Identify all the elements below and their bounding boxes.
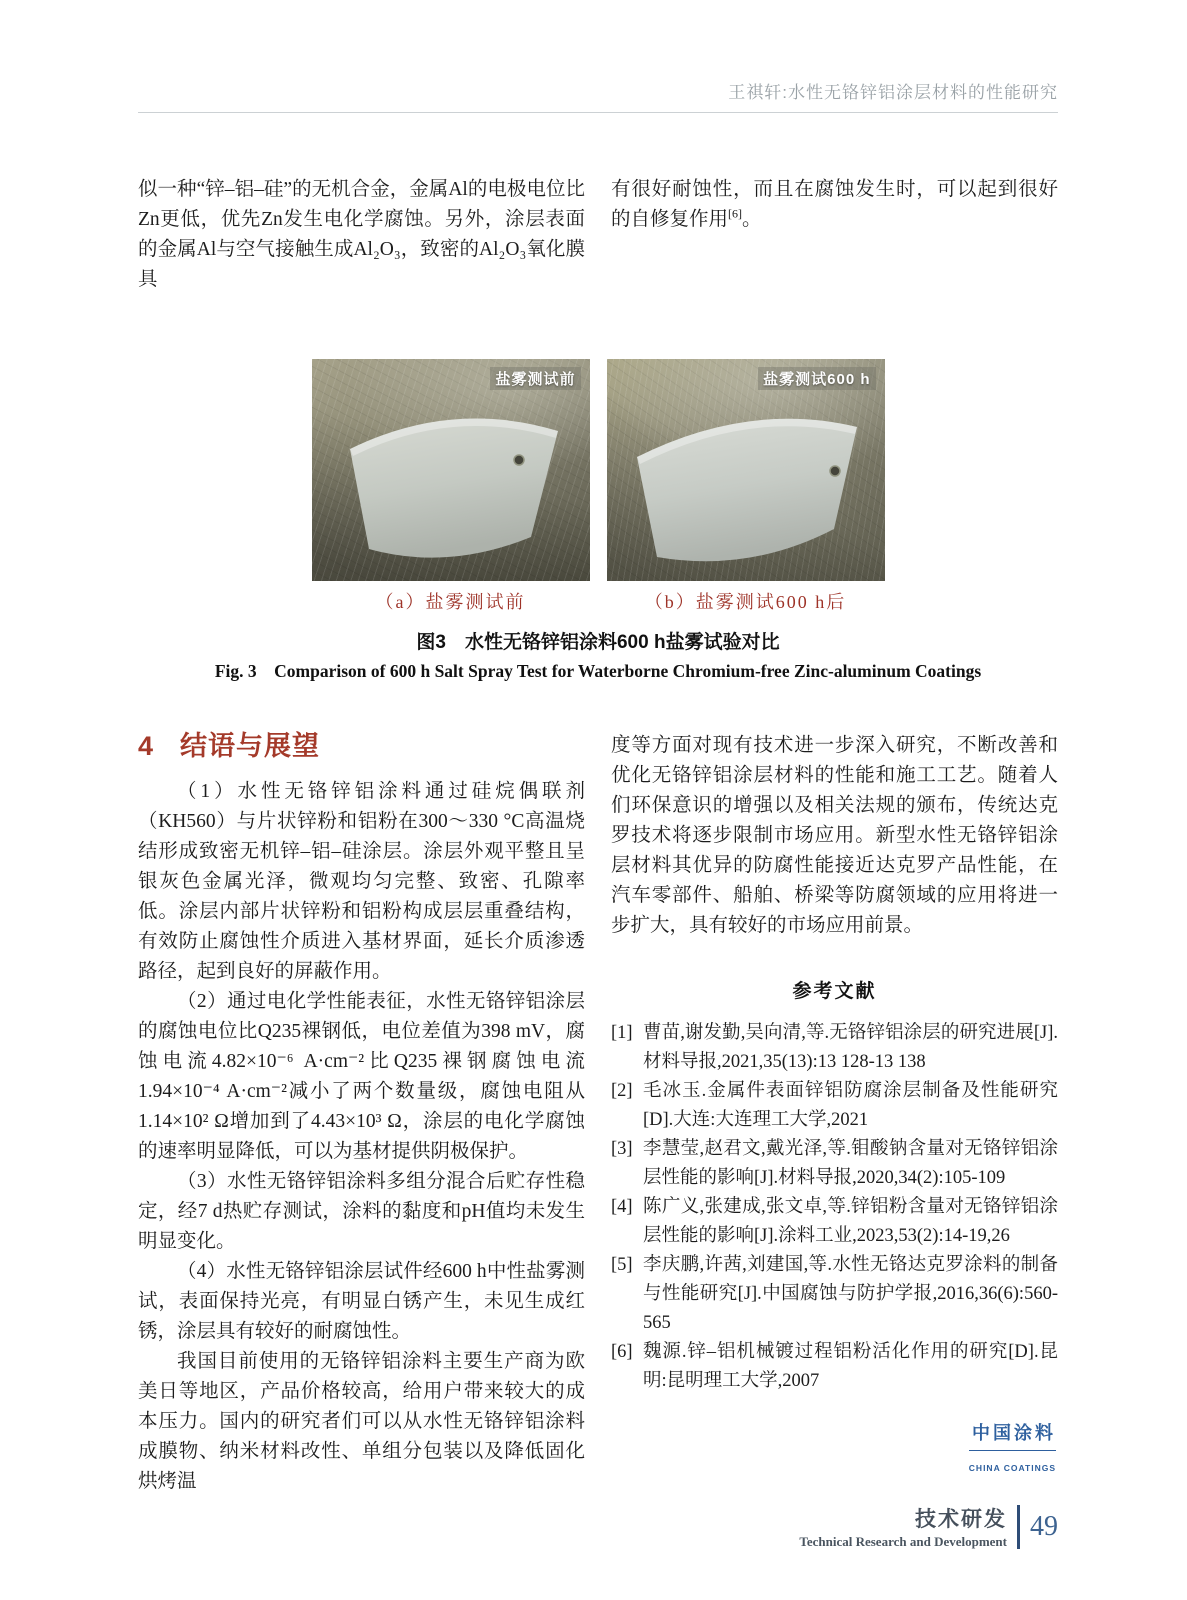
references-heading: 参考文献: [792, 981, 877, 1002]
conclusion-paragraph-2: （2）通过电化学性能表征，水性无铬锌铝涂层的腐蚀电位比Q235裸钢低，电位差值为398 mV，腐蚀电流4.82×10⁻⁶ A·cm⁻²比Q235裸钢腐蚀电流1.94×10⁻⁴ A·cm⁻²减小了两个数量级，腐蚀电阻从1.14×10² Ω增加到了4.43×10³ Ω，涂层的电化学腐蚀的速率明显降低，可以为基材提供阴极保护。: [138, 991, 585, 1162]
page-footer: [799, 1503, 1058, 1550]
figure-title-chinese: 图3 水性无铬锌铝涂料600 h盐雾试验对比: [416, 632, 780, 653]
citation-superscript: [6]: [728, 206, 743, 221]
intro-section: [138, 175, 1058, 295]
reference-number: [5]: [611, 1255, 633, 1275]
conclusion-left-column: [138, 731, 585, 1497]
section-title: 结语与展望: [180, 731, 321, 761]
intro-left-paragraph: 似一种“锌–铝–硅”的无机合金，金属Al的电极电位比Zn更低，优先Zn发生电化学腐蚀。另外，涂层表面的金属Al与空气接触生成Al₂O₃，致密的Al₂O₃氧化膜具: [138, 179, 585, 290]
footer-label-chinese: 技术研发: [915, 1508, 1007, 1531]
running-title: 王祺轩:水性无铬锌铝涂层材料的性能研究: [728, 83, 1058, 102]
conclusion-paragraph-5: 我国目前使用的无铬锌铝涂料主要生产商为欧美日等地区，产品价格较高，给用户带来较大的成本压力。国内的研究者们可以从水性无铬锌铝涂料成膜物、纳米材料改性、单组分包装以及降低固化烘烤温: [138, 1351, 585, 1492]
reference-text: 李庆鹏,许茜,刘建国,等.水性无铬达克罗涂料的制备与性能研究[J].中国腐蚀与防护学报,2016,36(6):560-565: [643, 1255, 1058, 1333]
section-heading: [138, 731, 585, 761]
coated-sample-shape-b: [607, 359, 885, 581]
photo-caption-b: （b）盐雾测试600 h后: [644, 592, 847, 612]
conclusion-section: [138, 731, 1058, 1497]
footer-divider: [1017, 1505, 1020, 1549]
reference-text: 曹苗,谢发勤,吴向清,等.无铬锌铝涂层的研究进展[J].材料导报,2021,35(13):13 128-13 138: [643, 1023, 1058, 1072]
reference-item: [611, 1019, 1058, 1077]
reference-number: [6]: [611, 1342, 633, 1362]
reference-item: [611, 1338, 1058, 1396]
china-coatings-logo: [611, 1418, 1058, 1483]
reference-text: 李慧莹,赵君文,戴光泽,等.钼酸钠含量对无铬锌铝涂层性能的影响[J].材料导报,2020,34(2):105-109: [643, 1139, 1058, 1188]
logo-english-text: CHINA COATINGS: [969, 1450, 1056, 1483]
footer-section-label: [799, 1503, 1007, 1550]
intro-right-column: [611, 175, 1058, 295]
reference-number: [2]: [611, 1081, 633, 1101]
reference-item: [611, 1251, 1058, 1338]
intro-right-text: 有很好耐蚀性，而且在腐蚀发生时，可以起到很好的自修复作用: [611, 179, 1058, 230]
section-number: 4: [138, 731, 155, 761]
reference-item: [611, 1193, 1058, 1251]
intro-left-column: [138, 175, 585, 295]
intro-right-tail: 。: [742, 209, 762, 230]
logo-chinese-text: 中国涂料: [972, 1423, 1056, 1443]
reference-number: [3]: [611, 1139, 633, 1159]
coated-sample-shape-a: [312, 359, 590, 581]
conclusion-paragraph-1: （1）水性无铬锌铝涂料通过硅烷偶联剂（KH560）与片状锌粉和铝粉在300～330 °C高温烧结形成致密无机锌–铝–硅涂层。涂层外观平整且呈银灰色金属光泽，微观均匀完整、致密、孔隙率低。涂层内部片状锌粉和铝粉构成层层重叠结构，有效防止腐蚀性介质进入基材界面，延长介质渗透路径，起到良好的屏蔽作用。: [138, 781, 585, 982]
reference-text: 毛冰玉.金属件表面锌铝防腐涂层制备及性能研究[D].大连:大连理工大学,2021: [643, 1081, 1058, 1130]
figure-title-english: Fig. 3 Comparison of 600 h Salt Spray Test for Waterborne Chromium-free Zinc-aluminum Coatings: [214, 661, 982, 681]
photo-after-salt-spray: [607, 359, 885, 581]
figure-3: [138, 359, 1058, 683]
photo-caption-a: （a）盐雾测试前: [375, 592, 526, 612]
reference-item: [611, 1077, 1058, 1135]
running-header: [138, 78, 1058, 113]
conclusion-paragraph-3: （3）水性无铬锌铝涂料多组分混合后贮存性稳定，经7 d热贮存测试，涂料的黏度和pH值均未发生明显变化。: [138, 1171, 585, 1252]
reference-number: [4]: [611, 1197, 633, 1217]
figure-photo-row: [138, 359, 1058, 581]
conclusion-paragraph-4: （4）水性无铬锌铝涂层试件经600 h中性盐雾测试，表面保持光亮，有明显白锈产生，未见生成红锈，涂层具有较好的耐腐蚀性。: [138, 1261, 585, 1342]
footer-label-english: Technical Research and Development: [799, 1534, 1007, 1549]
sample-hole-b: [830, 466, 840, 476]
page-number: 49: [1030, 1510, 1058, 1542]
references-list: [611, 1019, 1058, 1396]
outlook-continuation-paragraph: 度等方面对现有技术进一步深入研究，不断改善和优化无铬锌铝涂层材料的性能和施工工艺。随着人们环保意识的增强以及相关法规的颁布，传统达克罗技术将逐步限制市场应用。新型水性无铬锌铝涂层材料其优异的防腐性能接近达克罗产品性能，在汽车零部件、船舶、桥梁等防腐领域的应用将进一步扩大，具有较好的市场应用前景。: [611, 735, 1058, 936]
reference-text: 陈广义,张建成,张文卓,等.锌铝粉含量对无铬锌铝涂层性能的影响[J].涂料工业,2023,53(2):14-19,26: [643, 1197, 1058, 1246]
sample-hole-a: [514, 455, 524, 465]
photo-overlay-label-b: 盐雾测试600 h: [758, 367, 875, 390]
photo-overlay-label-a: 盐雾测试前: [490, 367, 580, 390]
photo-before-salt-spray: [312, 359, 590, 581]
intro-right-paragraph: [611, 175, 1058, 235]
reference-text: 魏源.锌–铝机械镀过程铝粉活化作用的研究[D].昆明:昆明理工大学,2007: [643, 1342, 1058, 1391]
reference-item: [611, 1135, 1058, 1193]
photo-captions: [138, 588, 1058, 614]
reference-number: [1]: [611, 1023, 633, 1043]
right-column: [611, 731, 1058, 1497]
